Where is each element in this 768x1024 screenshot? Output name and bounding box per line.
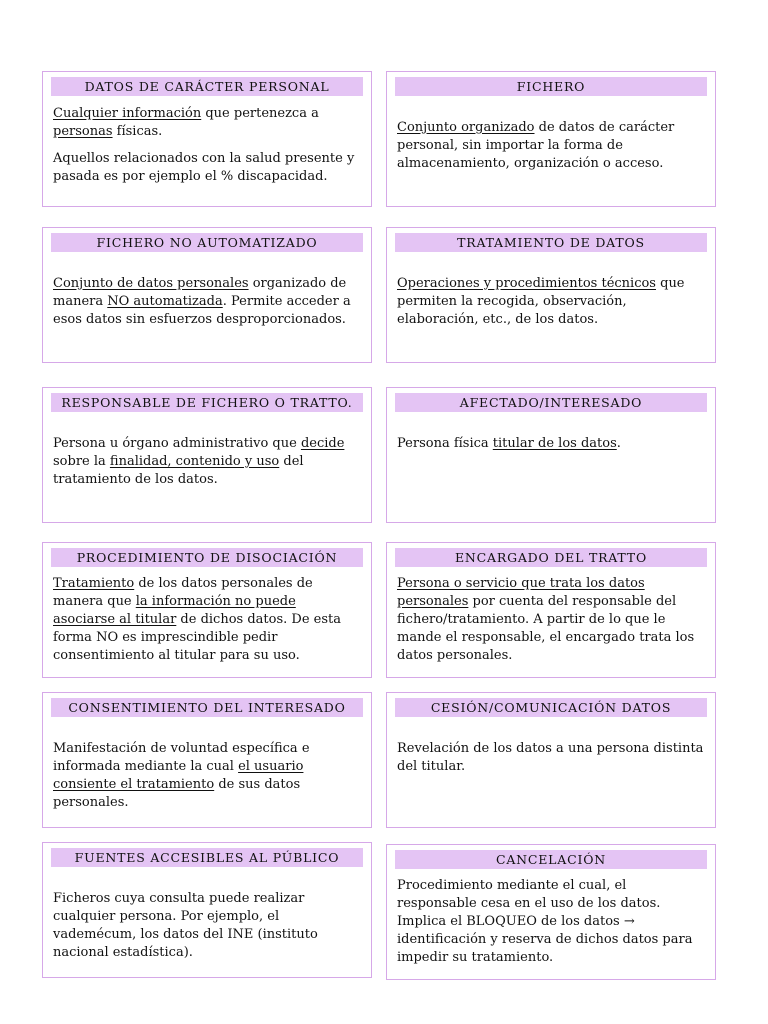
card-title: CONSENTIMIENTO DEL INTERESADO (51, 698, 363, 717)
card-title: CESIÓN/COMUNICACIÓN DATOS (395, 698, 707, 717)
card-body (397, 435, 705, 453)
card-responsable-fichero (42, 387, 372, 523)
card-title: DATOS DE CARÁCTER PERSONAL (51, 77, 363, 96)
text-segment: Persona u órgano administrativo que (53, 436, 301, 451)
underlined-term: finalidad, contenido y uso (109, 454, 280, 469)
card-encargado-tratto (386, 542, 716, 678)
definition-paragraph (397, 877, 705, 967)
text-segment: físicas. (112, 124, 163, 139)
text-segment: . Permite acceder a esos datos sin esfuerzos desproporcionados. (53, 294, 351, 327)
card-fichero-no-automatizado (42, 227, 372, 363)
definition-paragraph (53, 150, 361, 186)
card-fuentes-accesibles (42, 842, 372, 978)
underlined-term: Operaciones y procedimientos técnicos (397, 276, 656, 291)
definition-paragraph (397, 119, 705, 173)
card-title: FICHERO NO AUTOMATIZADO (51, 233, 363, 252)
card-datos-caracter-personal (42, 71, 372, 207)
card-tratamiento-de-datos (386, 227, 716, 363)
underlined-term: el usuario consiente el tratamiento (53, 759, 304, 792)
underlined-term: la información no puede asociarse al titular (53, 594, 296, 627)
definition-paragraph (397, 275, 705, 329)
text-segment: por cuenta del responsable del fichero/tratamiento. A partir de lo que le mande el responsable, el encargado trata los datos personales. (397, 594, 695, 663)
card-fichero (386, 71, 716, 207)
card-body (53, 435, 361, 489)
underlined-term: Tratamiento (53, 576, 135, 591)
card-title: PROCEDIMIENTO DE DISOCIACIÓN (51, 548, 363, 567)
definition-paragraph (53, 435, 361, 489)
text-segment: de dichos datos. De esta forma NO es imprescindible pedir consentimiento al titular para su uso. (53, 612, 341, 663)
text-segment: Manifestación de voluntad específica e informada mediante la cual (53, 741, 310, 774)
card-title: ENCARGADO DEL TRATTO (395, 548, 707, 567)
text-segment: de datos de carácter personal, sin importar la forma de almacenamiento, organización o acceso. (397, 120, 675, 171)
card-consentimiento-interesado (42, 692, 372, 828)
card-body (397, 877, 705, 967)
text-segment: organizado de manera (53, 276, 347, 309)
text-segment: Aquellos relacionados con la salud presente y pasada es por ejemplo el % discapacidad. (53, 151, 355, 184)
card-cesion-comunicacion (386, 692, 716, 828)
card-body (397, 575, 705, 665)
text-segment: . (616, 436, 621, 451)
definition-paragraph (53, 740, 361, 812)
card-title: CANCELACIÓN (395, 850, 707, 869)
definition-paragraph (53, 575, 361, 665)
underlined-term: NO automatizada (107, 294, 223, 309)
card-cancelacion (386, 844, 716, 980)
text-segment: Ficheros cuya consulta puede realizar cualquier persona. Por ejemplo, el vademécum, los datos del INE (instituto nacional estadística). (53, 891, 318, 960)
underlined-term: personas (53, 124, 113, 139)
card-body (397, 275, 705, 329)
card-body (397, 740, 705, 776)
card-afectado-interesado (386, 387, 716, 523)
card-title: TRATAMIENTO DE DATOS (395, 233, 707, 252)
text-segment: de sus datos personales. (53, 777, 301, 810)
text-segment: sobre la (53, 454, 110, 469)
text-segment: Procedimiento mediante el cual, el responsable cesa en el uso de los datos. Implica el BLOQUEO de los datos → identificación y reserva de dichos datos para impedir su tratamiento. (397, 878, 693, 965)
card-body (53, 105, 361, 186)
definition-paragraph (53, 275, 361, 329)
card-body (53, 575, 361, 665)
card-body (397, 119, 705, 173)
card-title: AFECTADO/INTERESADO (395, 393, 707, 412)
definition-paragraph (53, 105, 361, 141)
definition-paragraph (397, 740, 705, 776)
definition-paragraph (397, 575, 705, 665)
underlined-term: Conjunto organizado (397, 120, 535, 135)
card-procedimiento-disociacion (42, 542, 372, 678)
definition-paragraph (397, 435, 705, 453)
text-segment: de los datos personales de manera que (53, 576, 313, 609)
card-title: FICHERO (395, 77, 707, 96)
text-segment: Revelación de los datos a una persona distinta del titular. (397, 741, 704, 774)
card-title: RESPONSABLE DE FICHERO O TRATTO. (51, 393, 363, 412)
card-body (53, 890, 361, 962)
text-segment: Persona física (397, 436, 493, 451)
text-segment: que permiten la recogida, observación, elaboración, etc., de los datos. (397, 276, 685, 327)
card-title: FUENTES ACCESIBLES AL PÚBLICO (51, 848, 363, 867)
underlined-term: decide (300, 436, 345, 451)
text-segment: del tratamiento de los datos. (53, 454, 304, 487)
underlined-term: Persona o servicio que trata los datos personales (397, 576, 645, 609)
underlined-term: titular de los datos (492, 436, 617, 451)
card-body (53, 740, 361, 812)
card-body (53, 275, 361, 329)
definition-paragraph (53, 890, 361, 962)
text-segment: que pertenezca a (201, 106, 319, 121)
underlined-term: Cualquier información (53, 106, 202, 121)
underlined-term: Conjunto de datos personales (53, 276, 249, 291)
